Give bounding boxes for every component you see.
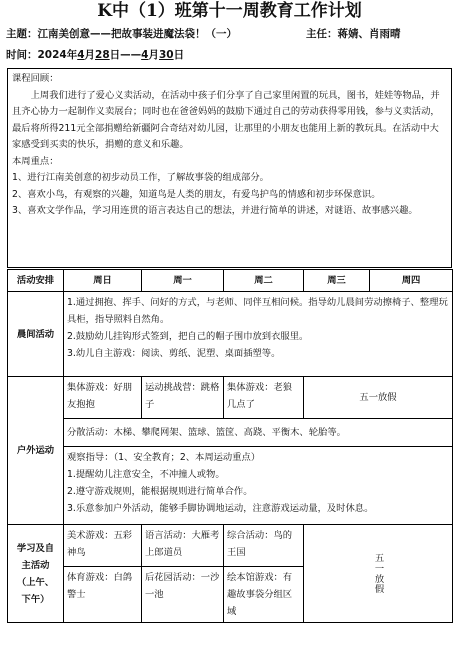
morning-row [8, 292, 453, 377]
theme-line [6, 25, 456, 43]
goal-item: 3、喜欢文学作品，学习用连贯的语言表达自己的想法，并进行简单的讲述，对谜语、故事感兴趣。 [12, 205, 418, 216]
observe-row [8, 447, 453, 525]
study-label-line: 下午） [21, 593, 50, 605]
integrated-activity: 综合活动：鸟的王国 [224, 525, 304, 567]
list-item: 1.通过拥抱、挥手、问好的方式，与老师、同伴互相问候。指导幼儿晨间劳动擦椅子、整理玩具柜，指导照料自然角。 [67, 297, 448, 325]
study-holiday-cell [304, 525, 453, 623]
scattered-activities: 分散活动：木梯、攀爬网架、篮球、篮筐、高跷、平衡木、轮胎等。 [64, 419, 453, 447]
observation-guidance [64, 447, 453, 525]
director-text: 主任：蒋婧、肖雨晴 [306, 28, 401, 40]
time-line [6, 46, 456, 64]
scattered-row [8, 419, 453, 447]
list-item: 2.鼓励幼儿挂钩形式签到，把自己的帽子围巾放到衣服里。 [67, 331, 309, 342]
collective-game-2: 集体游戏：老狼几点了 [224, 377, 304, 419]
goals-heading: 本周重点： [12, 155, 59, 167]
observe-title: 观察指导：（1、安全教育；2、本周运动重点） [67, 452, 261, 463]
study-label [8, 525, 64, 623]
list-item: 1.提醒幼儿注意安全，不冲撞人或物。 [67, 469, 225, 480]
garden-activity: 后花园活动：一沙一池 [142, 567, 224, 623]
goal-item: 2、喜欢小鸟，有观察的兴趣，知道鸟是人类的朋友，有爱鸟护鸟的情感和初步环保意识。 [12, 188, 381, 200]
morning-label: 晨间活动 [8, 292, 64, 377]
day-monday: 周一 [142, 270, 224, 292]
day-unit: 日—— [109, 49, 142, 61]
time-label: 时间： [6, 49, 38, 61]
study-label-line: （上午、 [16, 576, 55, 588]
review-heading: 课程回顾： [12, 73, 59, 84]
header-label: 活动安排 [8, 270, 64, 292]
picturebook-game: 绘本馆游戏：有趣故事袋分组区域 [224, 567, 304, 623]
day-wednesday: 周三 [304, 270, 370, 292]
study-holiday-text: 五一放假 [372, 552, 384, 595]
day-tuesday: 周二 [224, 270, 304, 292]
list-item: 3.乐意参加户外活动，能够手脚协调地运动，注意游戏运动量，及时休息。 [67, 503, 374, 514]
list-item: 3.幼儿自主游戏：阅读、剪纸、泥塑、桌面插塑等。 [67, 348, 281, 359]
challenge-game: 运动挑战营：跳格子 [142, 377, 224, 419]
list-item: 2.遵守游戏规则，能根据规则进行简单合作。 [67, 486, 253, 497]
holiday-cell: 五一放假 [304, 377, 453, 419]
day-unit: 日 [173, 49, 185, 61]
goal-item: 1、进行江南美创意的初步动员工作，了解故事袋的组成部分。 [12, 172, 269, 183]
month-unit: 月 [84, 49, 96, 61]
study-label-line: 主活动 [21, 559, 50, 571]
study-row-1 [8, 525, 453, 567]
table-header-row [8, 270, 453, 292]
page-title: K中（1）班第十一周教育工作计划 [97, 1, 362, 21]
start-month: 4 [77, 49, 85, 61]
study-label-line: 学习及自 [16, 542, 55, 554]
collective-game-1: 集体游戏：好朋友抱抱 [64, 377, 142, 419]
outdoor-label: 户外运动 [8, 377, 64, 525]
pe-game: 体育游戏：白鸽警士 [64, 567, 142, 623]
course-review-box [7, 68, 452, 268]
year: 2024年 [37, 49, 78, 61]
day-sunday: 周日 [64, 270, 142, 292]
morning-content [64, 292, 453, 377]
review-paragraph: 上周我们进行了爱心义卖活动，在活动中孩子们分享了自己家里闲置的玩具，图书，娃娃等物品，并且齐心协力一起制作义卖展台；同时也在爸爸妈妈的鼓励下通过自己的劳动获得零用钱，参与义卖活动，最后将所得211元全部捐赠给新疆阿合奇结对幼儿园，让那里的小朋友也能用上新的教玩具。在活动中大家感受到买卖的快乐，捐赠的意义和乐趣。 [12, 89, 440, 150]
day-thursday: 周四 [370, 270, 453, 292]
schedule-table [7, 269, 453, 623]
theme-text: 主题：江南美创意——把故事装进魔法袋！（一） [6, 28, 237, 40]
outdoor-games-row [8, 377, 453, 419]
art-game: 美术游戏：五彩神鸟 [64, 525, 142, 567]
month-unit: 月 [148, 49, 159, 61]
end-day: 30 [158, 49, 174, 61]
start-day: 28 [95, 49, 110, 61]
language-activity: 语言活动：大雁考上郎道员 [142, 525, 224, 567]
end-month: 4 [141, 49, 149, 61]
